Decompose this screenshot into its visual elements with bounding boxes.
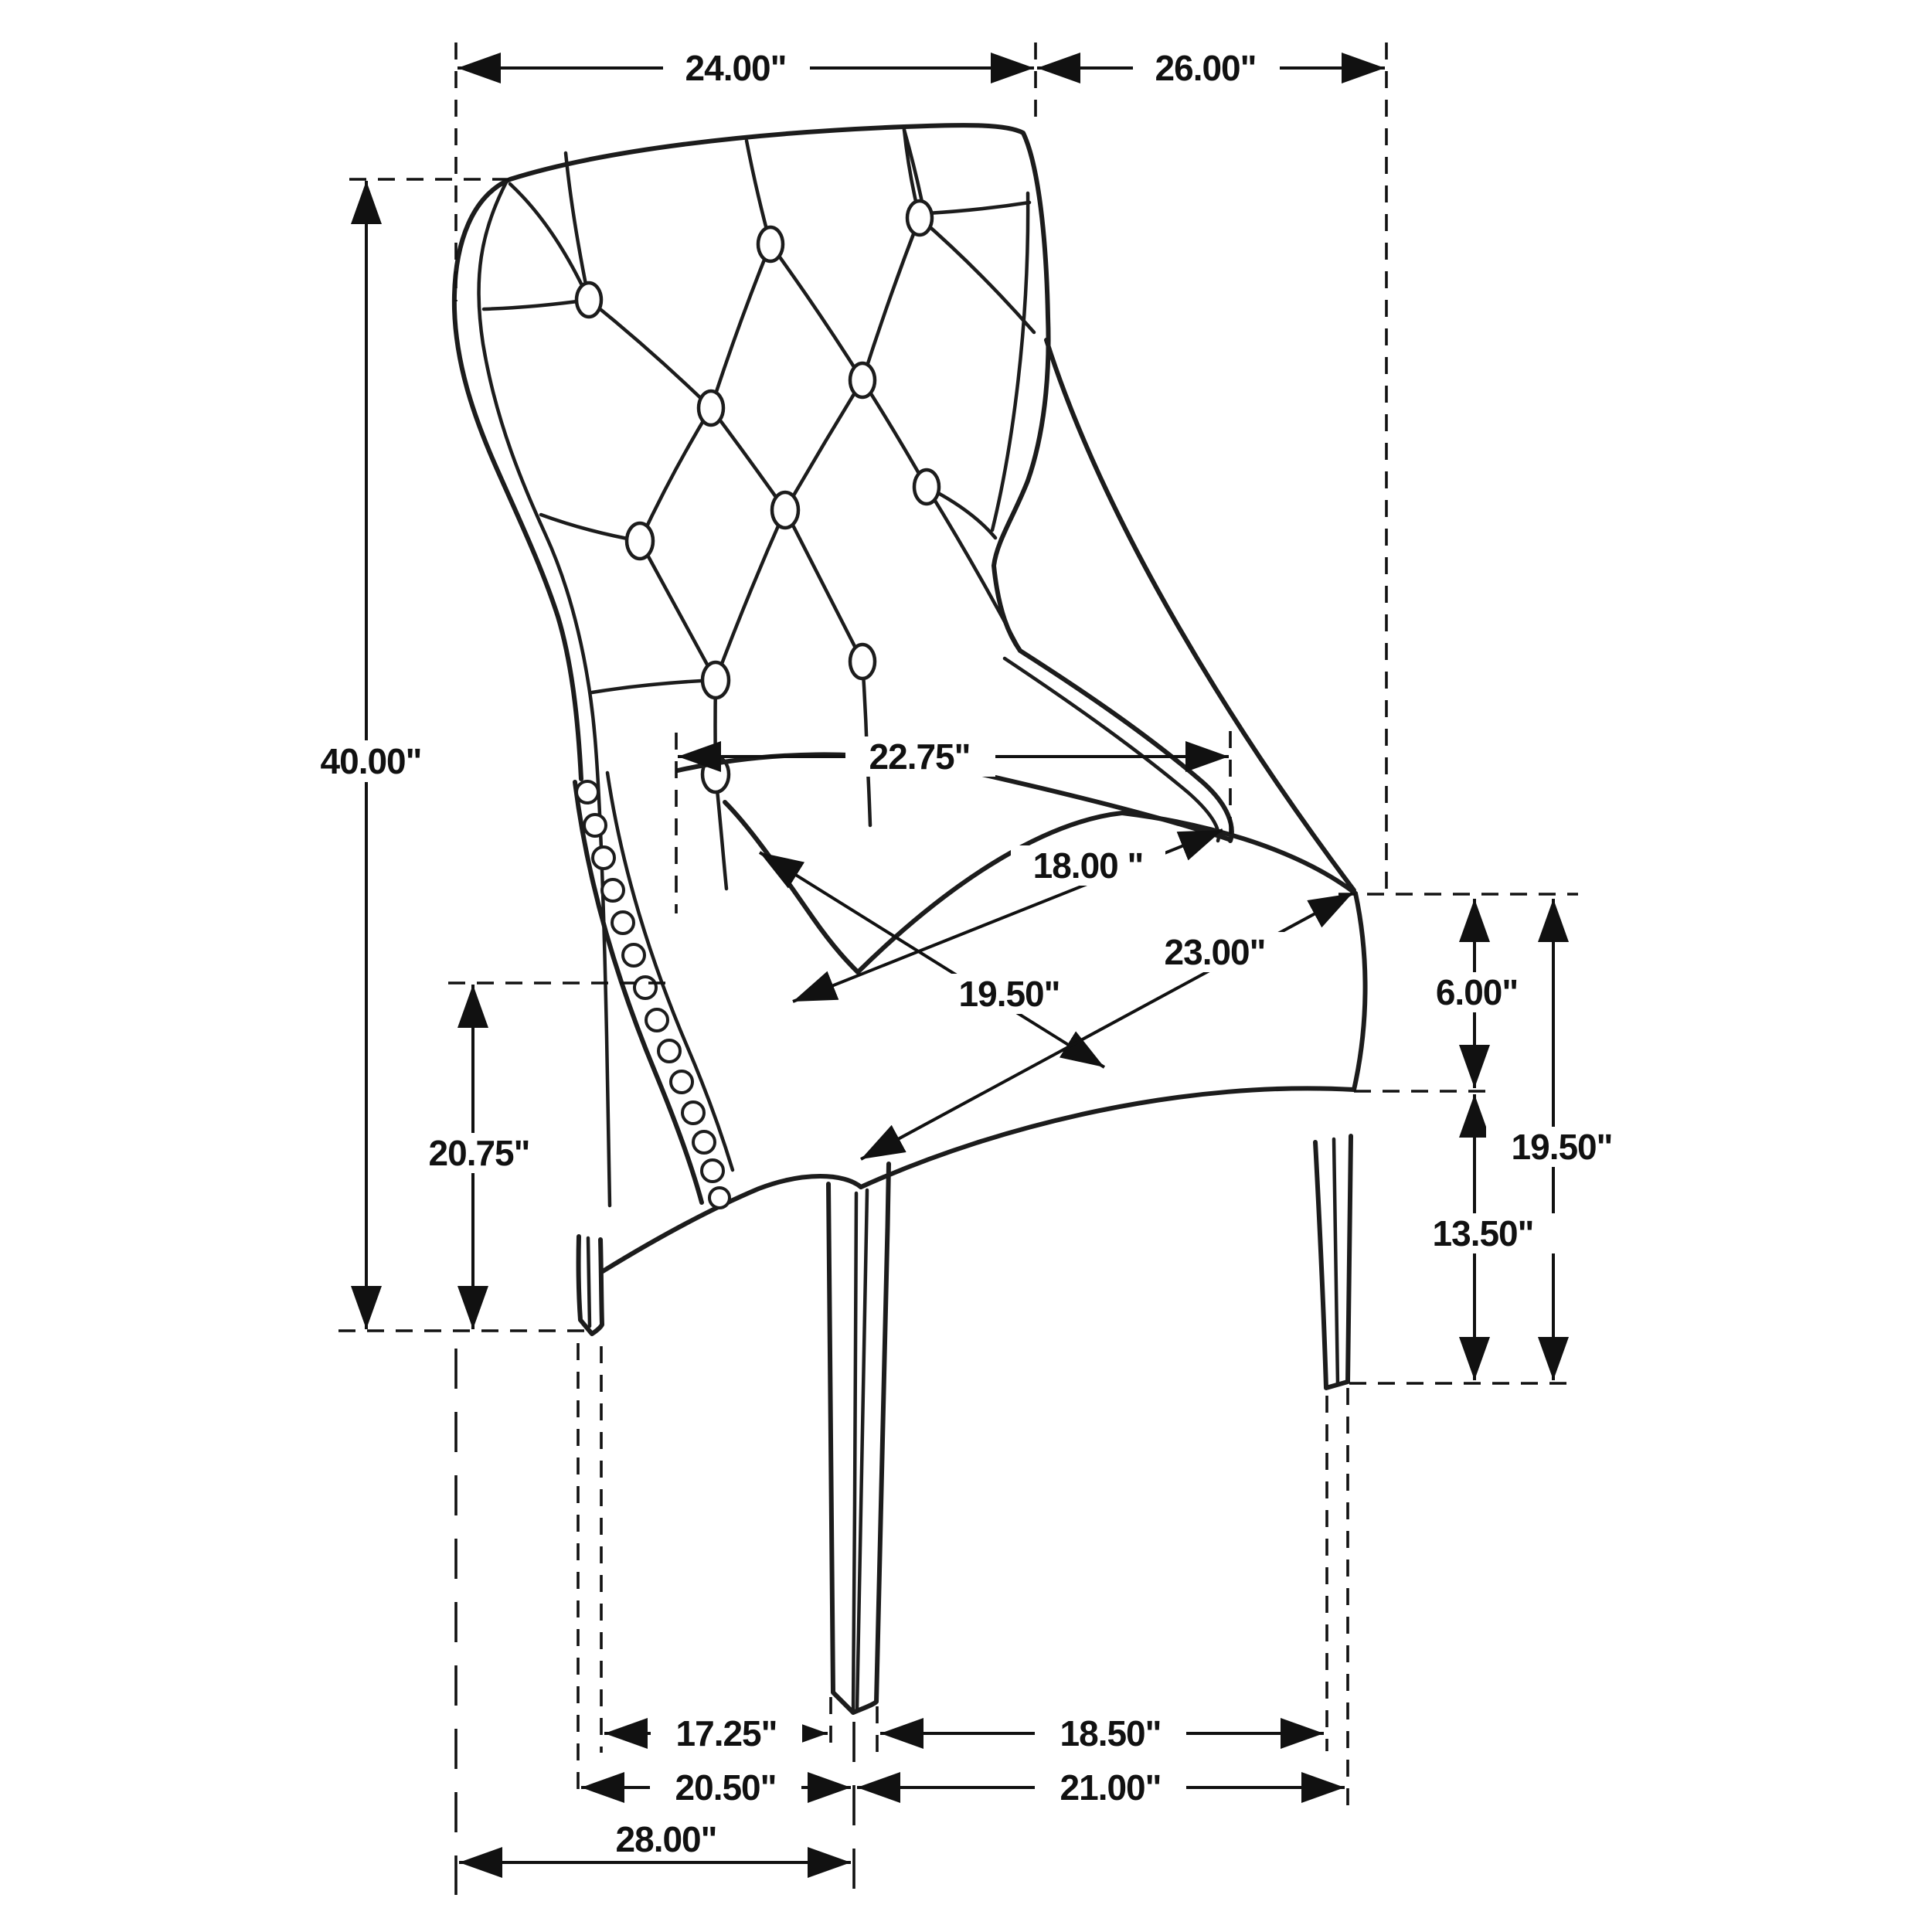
label-seat-depth: 19.50" (958, 974, 1060, 1014)
right-wing-inner-edge (992, 193, 1028, 530)
nailhead (577, 781, 598, 803)
nailhead (709, 1188, 730, 1208)
dimension-lines (366, 68, 1553, 1862)
top-right-panel-seam-horizontal (927, 202, 1029, 213)
button (699, 391, 723, 425)
tufting-buttons (577, 201, 939, 792)
nailhead (623, 944, 645, 966)
button (758, 227, 783, 261)
label-seat-diagonal: 23.00" (1164, 932, 1266, 972)
nailhead (693, 1131, 715, 1153)
button (577, 283, 601, 317)
nailhead (593, 847, 614, 869)
nailhead (658, 1040, 680, 1062)
label-front-leg-outer: 21.00" (1060, 1767, 1162, 1808)
back-side-edge (1046, 340, 1354, 890)
label-overall-depth: 26.00" (1155, 48, 1257, 88)
label-cushion-thickness: 6.00" (1435, 972, 1519, 1012)
nailhead (646, 1009, 668, 1031)
skirt-hem-front (861, 1088, 1354, 1187)
nailhead (602, 879, 624, 901)
label-side-leg-outer: 20.50" (675, 1767, 777, 1808)
label-arm-height: 20.75" (428, 1133, 530, 1173)
button (772, 492, 798, 528)
left-wing-inner-edge (478, 182, 610, 1206)
label-front-leg-inner: 18.50" (1060, 1713, 1162, 1753)
label-frame-height: 13.50" (1432, 1213, 1534, 1253)
seat-right-edge (1354, 893, 1366, 1090)
front-right-leg (1315, 1136, 1351, 1388)
rear-left-leg (579, 1236, 602, 1334)
nailhead (682, 1102, 704, 1124)
label-seat-width: 18.00 " (1032, 845, 1144, 886)
front-leg (828, 1164, 889, 1713)
label-back-width: 24.00" (685, 48, 787, 88)
button (914, 470, 939, 504)
dimension-labels (321, 48, 1613, 1859)
button (850, 363, 875, 397)
extension-lines (338, 43, 1578, 1897)
label-masks (297, 48, 1638, 1808)
label-overall-height: 40.00" (320, 741, 422, 781)
label-side-leg-inner: 17.25" (675, 1713, 777, 1753)
nailhead (702, 1160, 723, 1182)
chair-drawing (454, 125, 1366, 1713)
skirt-hem-left (603, 1176, 861, 1271)
nailhead (671, 1071, 692, 1093)
nailhead (612, 912, 634, 934)
button (702, 662, 729, 698)
label-seat-height: 19.50" (1511, 1127, 1613, 1167)
nailhead (584, 815, 606, 836)
nailhead (634, 977, 656, 998)
button (627, 523, 653, 559)
button (850, 645, 875, 679)
label-inner-back-width: 22.75" (869, 736, 971, 777)
button (907, 201, 932, 235)
label-base-depth: 28.00" (615, 1819, 717, 1859)
